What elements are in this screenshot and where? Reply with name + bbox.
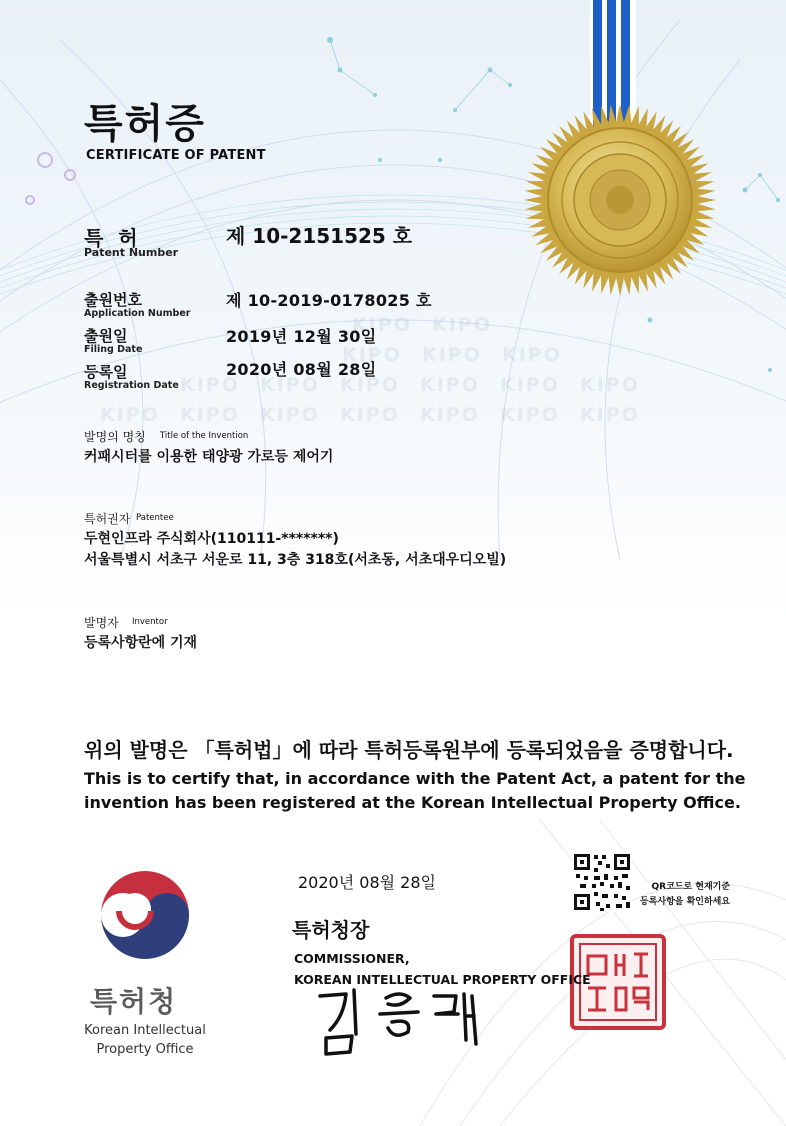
logo-name-en [70,1021,220,1059]
invention-label: 발명의 명칭 [84,430,146,444]
registration-date-label-en: Registration Date [84,380,179,391]
certification-text-en-line2: invention has been registered at the Korean Intellectual Property Office. [84,793,741,812]
patentee-label-en: Patentee [136,513,174,523]
watermark-text: KIPO [500,404,560,426]
watermark-text: KIPO [432,314,492,336]
watermark-text: KIPO [420,404,480,426]
logo-name-en-line1: Korean Intellectual [84,1023,206,1038]
certificate-subtitle: CERTIFICATE OF PATENT [86,148,266,163]
certificate-title: 특허증 [84,101,206,147]
registration-date-label: 등록일 [84,363,128,381]
invention-label-en: Title of the Invention [160,431,249,441]
certification-text-en-line1: This is to certify that, in accordance with the Patent Act, a patent for the [84,769,746,788]
certification-text-ko: 위의 발명은 「특허법」에 따라 특허등록원부에 등록되었음을 증명합니다. [84,738,734,762]
qr-caption-line2: 등록사항을 확인하세요 [640,897,731,907]
watermark-text: KIPO [352,314,412,336]
watermark-text: KIPO [580,404,640,426]
application-number-label: 출원번호 [84,291,142,309]
watermark-text: KIPO [260,404,320,426]
patentee-address: 서울특별시 서초구 서운로 11, 3층 318호(서초동, 서초대우디오빌) [84,552,507,568]
inventor-value: 등록사항란에 기재 [84,635,198,651]
watermark-text: KIPO [580,374,640,396]
commissioner-title-en [294,948,591,990]
certification-text-en [84,767,746,815]
patent-number-label-en: Patent Number [84,246,179,259]
application-number-label-en: Application Number [84,308,191,319]
inventor-label-en: Inventor [132,617,168,627]
application-number-value: 제 10-2019-0178025 호 [226,291,432,310]
qr-caption-line1: QR코드로 현재기준 [651,882,731,892]
logo-name: 특허청 [90,985,178,1018]
patent-number-value: 제 10-2151525 호 [226,224,413,248]
watermark-text: KIPO [502,344,562,366]
commissioner-title-en-line1: COMMISSIONER, [294,951,410,966]
watermark-text: KIPO [100,404,160,426]
issue-date: 2020년 08월 28일 [298,873,436,892]
patentee-label: 특허권자 [84,512,131,526]
watermark-text: KIPO [420,374,480,396]
filing-date-value: 2019년 12월 30일 [226,327,377,346]
qr-code [572,852,632,912]
patentee-name: 두현인프라 주식회사(110111-*******) [84,531,339,547]
commissioner-title-en-line2: KOREAN INTELLECTUAL PROPERTY OFFICE [294,972,591,987]
logo-name-en-line2: Property Office [96,1042,194,1057]
watermark-text: KIPO [500,374,560,396]
watermark-text: KIPO [422,344,482,366]
filing-date-label-en: Filing Date [84,344,143,355]
watermark-text: KIPO [340,404,400,426]
watermark-text: KIPO [342,344,402,366]
watermark-text: KIPO [340,374,400,396]
qr-caption [640,880,730,910]
filing-date-label: 출원일 [84,327,128,345]
patent-number-label: 특 허 [84,226,142,250]
watermark-text: KIPO [260,374,320,396]
registration-date-value: 2020년 08월 28일 [226,360,377,379]
watermark-text: KIPO [180,374,240,396]
commissioner-title: 특허청장 [292,918,370,942]
watermark-text: KIPO [180,404,240,426]
gold-seal [524,104,716,296]
inventor-label: 발명자 [84,616,119,630]
invention-title: 커패시터를 이용한 태양광 가로등 제어기 [84,449,334,465]
